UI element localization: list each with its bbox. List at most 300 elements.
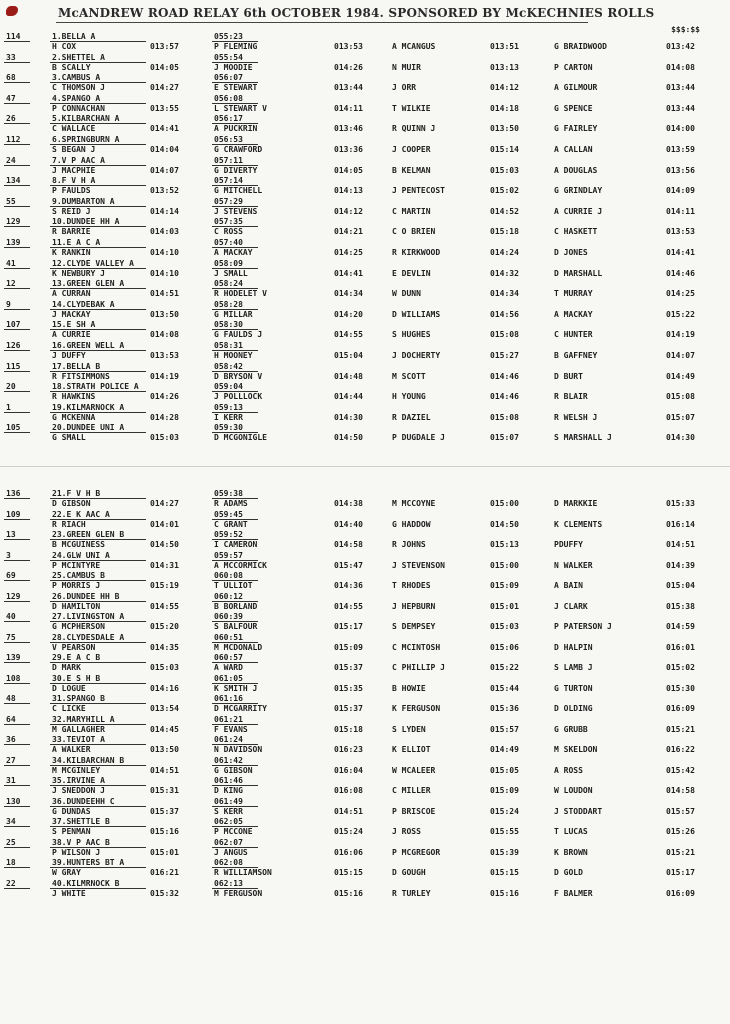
cumulative-time: 057:40	[214, 238, 243, 247]
underline	[212, 498, 258, 499]
leg-time: 016:21	[150, 868, 179, 877]
leg-time: 014:39	[666, 560, 695, 570]
underline	[50, 206, 146, 207]
runner-name: A CALLAN	[554, 145, 593, 154]
team-number: 41	[6, 258, 16, 268]
underline	[4, 123, 30, 124]
team-number: 129	[6, 217, 21, 227]
leg-time: 014:51	[334, 806, 363, 816]
team-number: 108	[6, 673, 21, 683]
cumulative-time: 058:09	[214, 258, 243, 268]
leg-time: 015:36	[490, 704, 519, 713]
leg-time: 014:25	[334, 248, 363, 257]
underline	[4, 103, 30, 104]
leg-time: 015:24	[334, 827, 363, 836]
underline	[50, 82, 146, 83]
team-number: 105	[6, 423, 21, 433]
team-name: 16.GREEN WELL A	[52, 341, 125, 350]
runner-name: R TURLEY	[392, 888, 431, 898]
leg-time: 015:05	[490, 765, 519, 775]
underline	[4, 806, 30, 807]
leg-time: 013:56	[666, 165, 695, 175]
leg-time: 014:55	[334, 330, 363, 340]
team-number: 22	[6, 878, 16, 888]
runner-name: G MCPHERSON	[52, 622, 105, 631]
runner-name: E DEVLIN	[392, 268, 431, 278]
underline	[50, 103, 146, 104]
runner-name: B HOWIE	[392, 683, 426, 693]
underline	[50, 391, 146, 392]
leg-time: 013:53	[150, 351, 179, 360]
leg-time: 016:09	[666, 704, 695, 713]
leg-time: 014:55	[150, 601, 179, 611]
team-row	[0, 488, 730, 509]
team-number: 130	[6, 796, 21, 806]
team-row	[0, 52, 730, 73]
runner-name: C HASKETT	[554, 227, 598, 237]
cumulative-time: 057:14	[214, 176, 243, 186]
runner-name: T LUCAS	[554, 827, 588, 836]
underline	[4, 350, 30, 351]
runner-name: D JONES	[554, 248, 588, 257]
runner-name: B BORLAND	[214, 601, 258, 611]
underline	[212, 371, 258, 372]
leg-time: 015:02	[490, 186, 519, 196]
team-row	[0, 796, 730, 817]
underline	[50, 724, 146, 725]
leg-time: 015:14	[490, 145, 519, 154]
runner-name: R WELSH J	[554, 412, 598, 422]
leg-time: 014:52	[490, 206, 519, 216]
runner-name: P MCINTYRE	[52, 560, 101, 570]
team-number: 69	[6, 571, 16, 580]
runner-name: A WALKER	[52, 745, 91, 754]
runner-name: S BEGAN J	[52, 145, 96, 154]
team-row	[0, 155, 730, 176]
team-name: 18.STRATH POLICE A	[52, 382, 139, 392]
leg-time: 015:37	[150, 806, 179, 816]
leg-time: 015:19	[150, 581, 179, 590]
team-row	[0, 31, 730, 52]
underline	[50, 847, 146, 848]
team-number: 75	[6, 632, 16, 642]
team-name: 6.SPRINGBURN A	[52, 135, 120, 144]
runner-name: A MCANGUS	[392, 42, 436, 51]
underline	[212, 642, 258, 643]
runner-name: D MARK	[52, 663, 81, 672]
underline	[212, 103, 258, 104]
runner-name: R ADAMS	[214, 499, 248, 508]
leg-time: 014:10	[150, 248, 179, 257]
leg-time: 015:18	[490, 227, 519, 237]
underline	[212, 391, 258, 392]
runner-name: PDUFFY	[554, 540, 583, 549]
leg-time: 014:07	[150, 165, 179, 175]
runner-name: H MOONEY	[214, 351, 253, 360]
underline	[212, 185, 258, 186]
leg-time: 016:14	[666, 519, 695, 529]
team-number: 40	[6, 612, 16, 621]
leg-time: 013:50	[150, 309, 179, 319]
cumulative-time: 061:24	[214, 735, 243, 744]
cumulative-time: 056:53	[214, 135, 243, 144]
underline	[212, 288, 258, 289]
underline	[50, 144, 146, 145]
runner-name: S LYDEN	[392, 724, 426, 734]
leg-time: 015:15	[490, 868, 519, 877]
runner-name: V PEARSON	[52, 642, 96, 652]
runner-name: G FAIRLEY	[554, 124, 598, 134]
runner-name: W MCALEER	[392, 765, 436, 775]
leg-time: 014:16	[150, 683, 179, 693]
underline	[50, 185, 146, 186]
cumulative-time: 061:46	[214, 776, 243, 785]
leg-time: 014:26	[334, 62, 363, 72]
leg-time: 013:51	[490, 42, 519, 51]
underline	[4, 432, 30, 433]
leg-time: 015:09	[334, 642, 363, 652]
runner-name: S BALFOUR	[214, 622, 258, 631]
leg-time: 014:49	[666, 371, 695, 381]
team-row	[0, 422, 730, 443]
team-row	[0, 196, 730, 217]
cumulative-time: 055:23	[214, 32, 243, 41]
leg-time: 014:03	[150, 227, 179, 237]
team-row	[0, 857, 730, 878]
underline	[50, 867, 146, 868]
cumulative-time: 058:28	[214, 299, 243, 309]
underline	[50, 41, 146, 42]
leg-time: 015:57	[666, 806, 695, 816]
leg-time: 014:48	[334, 371, 363, 381]
runner-name: P MORRIS J	[52, 581, 101, 590]
cumulative-time: 058:30	[214, 320, 243, 330]
team-number: 12	[6, 279, 16, 289]
runner-name: P BRISCOE	[392, 806, 436, 816]
runner-name: E STEWART	[214, 83, 258, 93]
cumulative-time: 061:42	[214, 755, 243, 765]
leg-time: 015:03	[150, 433, 179, 443]
runner-name: J ORR	[392, 83, 417, 93]
leg-time: 014:19	[666, 330, 695, 340]
ink-blot	[6, 6, 18, 16]
runner-name: J DOCHERTY	[392, 351, 441, 360]
leg-time: 014:08	[150, 330, 179, 340]
team-name: 31.SPANGO B	[52, 694, 105, 703]
leg-time: 015:16	[334, 888, 363, 898]
leg-time: 015:27	[490, 351, 519, 360]
team-number: 112	[6, 135, 21, 144]
team-row	[0, 134, 730, 155]
leg-time: 016:23	[334, 745, 363, 754]
leg-time: 015:03	[490, 622, 519, 631]
underline	[50, 226, 146, 227]
team-number: 115	[6, 361, 21, 371]
runner-name: K NEWBURY J	[52, 268, 105, 278]
leg-time: 015:35	[334, 683, 363, 693]
team-row	[0, 652, 730, 673]
team-row	[0, 693, 730, 714]
runner-name: B MCGUINESS	[52, 540, 105, 549]
underline	[50, 123, 146, 124]
cumulative-time: 061:16	[214, 694, 243, 703]
leg-time: 015:08	[490, 330, 519, 340]
leg-time: 013:42	[666, 42, 695, 51]
runner-name: J WHITE	[52, 888, 86, 898]
leg-time: 014:19	[150, 371, 179, 381]
underline	[4, 724, 30, 725]
team-name: 4.SPANGO A	[52, 93, 101, 103]
team-number: 18	[6, 858, 16, 867]
leg-time: 015:09	[490, 581, 519, 590]
leg-time: 016:09	[666, 888, 695, 898]
runner-name: J CLARK	[554, 601, 588, 611]
team-number: 139	[6, 238, 21, 247]
runner-name: K FERGUSON	[392, 704, 441, 713]
title-underline	[56, 22, 588, 23]
runner-name: K BROWN	[554, 847, 588, 857]
leg-time: 015:16	[150, 827, 179, 836]
underline	[4, 412, 30, 413]
underline	[4, 847, 30, 848]
team-row	[0, 755, 730, 776]
team-row	[0, 529, 730, 550]
team-row	[0, 775, 730, 796]
team-row	[0, 216, 730, 237]
runner-name: D GOLD	[554, 868, 583, 877]
team-row	[0, 299, 730, 320]
leg-time: 014:27	[150, 83, 179, 93]
runner-name: R HAWKINS	[52, 392, 96, 402]
leg-time: 015:09	[490, 786, 519, 795]
leg-time: 015:20	[150, 622, 179, 631]
underline	[50, 519, 146, 520]
team-row	[0, 402, 730, 423]
team-row	[0, 237, 730, 258]
underline	[212, 888, 258, 889]
runner-name: S REID J	[52, 206, 91, 216]
runner-name: H YOUNG	[392, 392, 426, 402]
team-number: 109	[6, 509, 21, 519]
team-number: 20	[6, 382, 16, 392]
team-name: 14.CLYDEBAK A	[52, 299, 115, 309]
leg-time: 013:50	[490, 124, 519, 134]
leg-time: 014:34	[490, 289, 519, 299]
leg-time: 013:57	[150, 42, 179, 51]
leg-time: 013:59	[666, 145, 695, 154]
underline	[4, 519, 30, 520]
team-row	[0, 837, 730, 858]
leg-time: 014:25	[666, 289, 695, 299]
leg-time: 014:05	[150, 62, 179, 72]
runner-name: D GIBSON	[52, 499, 91, 508]
underline	[4, 785, 30, 786]
leg-time: 015:08	[490, 412, 519, 422]
team-name: 23.GREEN GLEN B	[52, 530, 125, 539]
team-number: 55	[6, 196, 16, 206]
leg-time: 014:59	[666, 622, 695, 631]
team-name: 29.E A C B	[52, 653, 101, 662]
underline	[4, 309, 30, 310]
team-row	[0, 816, 730, 837]
fastest-marker: $$$:$$	[671, 25, 700, 34]
cumulative-time: 058:42	[214, 361, 243, 371]
leg-time: 014:24	[490, 248, 519, 257]
underline	[50, 765, 146, 766]
runner-name: T ULLIOT	[214, 581, 253, 590]
cumulative-time: 059:57	[214, 550, 243, 560]
team-name: 13.GREEN GLEN A	[52, 279, 125, 289]
team-name: 11.E A C A	[52, 238, 101, 247]
team-name: 21.F V H B	[52, 489, 101, 498]
runner-name: W LOUDON	[554, 786, 593, 795]
underline	[50, 888, 146, 889]
underline	[212, 847, 258, 848]
team-number: 26	[6, 114, 16, 124]
runner-name: G SPENCE	[554, 103, 593, 113]
leg-time: 016:08	[334, 786, 363, 795]
leg-time: 014:36	[334, 581, 363, 590]
underline	[212, 580, 258, 581]
runner-name: A WARD	[214, 663, 243, 672]
runner-name: G GRINDLAY	[554, 186, 603, 196]
runner-name: C PHILLIP J	[392, 663, 445, 672]
underline	[50, 642, 146, 643]
runner-name: M SCOTT	[392, 371, 426, 381]
team-row	[0, 878, 730, 899]
leg-time: 015:06	[490, 642, 519, 652]
leg-time: 014:34	[334, 289, 363, 299]
team-name: 1.BELLA A	[52, 32, 96, 41]
underline	[4, 539, 30, 540]
leg-time: 014:30	[666, 433, 695, 443]
team-row	[0, 278, 730, 299]
leg-time: 014:45	[150, 724, 179, 734]
leg-time: 014:27	[150, 499, 179, 508]
runner-name: G FAULDS J	[214, 330, 263, 340]
runner-name: A PUCKRIN	[214, 124, 258, 134]
leg-time: 016:22	[666, 745, 695, 754]
runner-name: P CONNACHAN	[52, 103, 105, 113]
team-number: 3	[6, 550, 11, 560]
runner-name: F BALMER	[554, 888, 593, 898]
runner-name: J HEPBURN	[392, 601, 436, 611]
leg-time: 013:44	[666, 103, 695, 113]
leg-time: 015:04	[666, 581, 695, 590]
underline	[212, 621, 258, 622]
leg-time: 015:47	[334, 560, 363, 570]
underline	[4, 867, 30, 868]
leg-time: 015:55	[490, 827, 519, 836]
underline	[212, 62, 258, 63]
cumulative-time: 062:13	[214, 878, 243, 888]
cumulative-time: 060:08	[214, 571, 243, 580]
team-name: 22.E K AAC A	[52, 509, 110, 519]
leg-time: 014:51	[150, 289, 179, 299]
cumulative-time: 060:57	[214, 653, 243, 662]
leg-time: 014:01	[150, 519, 179, 529]
cumulative-time: 059:52	[214, 530, 243, 539]
leg-time: 014:41	[334, 268, 363, 278]
cumulative-time: 059:45	[214, 509, 243, 519]
underline	[4, 268, 30, 269]
team-number: 1	[6, 402, 11, 412]
underline	[4, 580, 30, 581]
underline	[50, 268, 146, 269]
leg-time: 014:18	[490, 103, 519, 113]
underline	[4, 62, 30, 63]
runner-name: C MILLER	[392, 786, 431, 795]
runner-name: S LAMB J	[554, 663, 593, 672]
runner-name: C THOMSON J	[52, 83, 105, 93]
leg-time: 013:46	[334, 124, 363, 134]
team-name: 12.CLYDE VALLEY A	[52, 258, 134, 268]
cumulative-time: 057:11	[214, 155, 243, 165]
runner-name: D MARKKIE	[554, 499, 598, 508]
team-name: 3.CAMBUS A	[52, 73, 101, 83]
runner-name: K CLEMENTS	[554, 519, 603, 529]
underline	[4, 329, 30, 330]
cumulative-time: 057:35	[214, 217, 243, 227]
underline	[50, 560, 146, 561]
leg-time: 014:32	[490, 268, 519, 278]
underline	[212, 432, 258, 433]
leg-time: 014:10	[150, 268, 179, 278]
underline	[212, 82, 258, 83]
runner-name: M GALLAGHER	[52, 724, 105, 734]
underline	[4, 165, 30, 166]
leg-time: 014:50	[150, 540, 179, 549]
underline	[50, 62, 146, 63]
runner-name: P FLEMING	[214, 42, 258, 51]
team-name: 38.V P AAC B	[52, 837, 110, 847]
leg-time: 013:54	[150, 704, 179, 713]
runner-name: D OLDING	[554, 704, 593, 713]
underline	[4, 206, 30, 207]
leg-time: 015:42	[666, 765, 695, 775]
runner-name: C O BRIEN	[392, 227, 436, 237]
underline	[212, 206, 258, 207]
runner-name: J DUFFY	[52, 351, 86, 360]
team-name: 33.TEVIOT A	[52, 735, 105, 744]
team-row	[0, 550, 730, 571]
underline	[50, 432, 146, 433]
underline	[50, 247, 146, 248]
leg-time: 014:11	[334, 103, 363, 113]
underline	[212, 785, 258, 786]
runner-name: M MCCOYNE	[392, 499, 436, 508]
team-number: 9	[6, 299, 11, 309]
runner-name: G TURTON	[554, 683, 593, 693]
team-name: 26.DUNDEE HH B	[52, 591, 120, 601]
underline	[50, 601, 146, 602]
runner-name: R WILLIAMSON	[214, 868, 272, 877]
leg-time: 014:20	[334, 309, 363, 319]
runner-name: R BLAIR	[554, 392, 588, 402]
underline	[212, 806, 258, 807]
team-row	[0, 381, 730, 402]
runner-name: L STEWART V	[214, 103, 267, 113]
leg-time: 013:44	[334, 83, 363, 93]
leg-time: 014:50	[490, 519, 519, 529]
underline	[50, 580, 146, 581]
leg-time: 013:44	[666, 83, 695, 93]
leg-time: 014:49	[490, 745, 519, 754]
runner-name: W GRAY	[52, 868, 81, 877]
leg-time: 015:37	[334, 663, 363, 672]
runner-name: S MARSHALL J	[554, 433, 612, 443]
runner-name: I CAMERON	[214, 540, 258, 549]
